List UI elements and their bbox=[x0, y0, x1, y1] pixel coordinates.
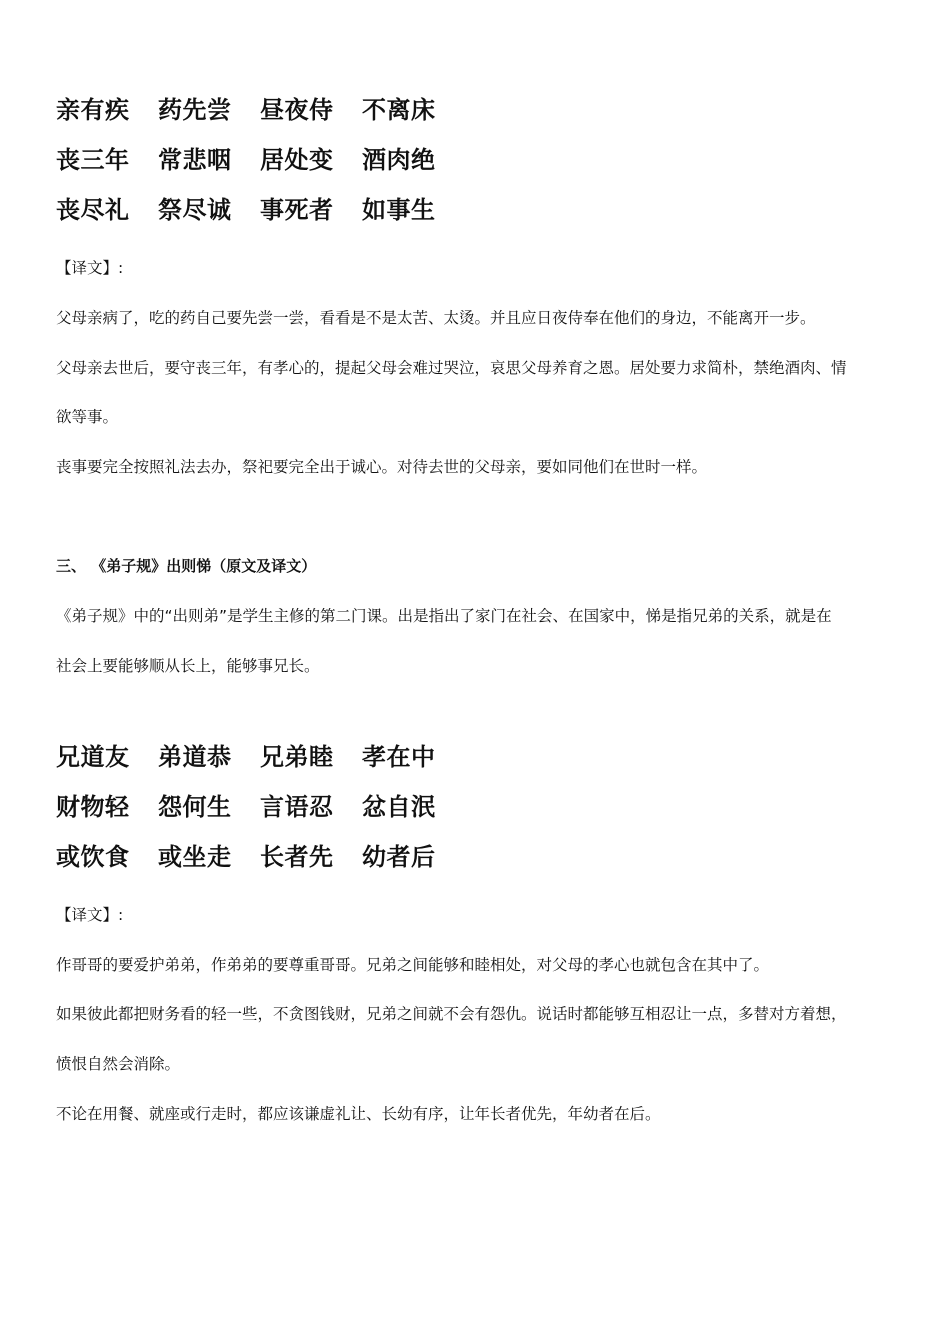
translation-paragraph: 愤恨自然会消除。 bbox=[56, 1055, 181, 1073]
verse-phrase: 不离床 bbox=[362, 96, 436, 124]
translation-paragraph: 丧事要完全按照礼法去办，祭祀要完全出于诚心。对待去世的父母亲，要如同他们在世时一样。 bbox=[56, 458, 708, 476]
translation-paragraph: 父母亲去世后，要守丧三年，有孝心的，提起父母会难过哭泣，哀思父母养育之恩。居处要力求简朴，禁绝酒肉、情 bbox=[56, 359, 847, 377]
verse-phrase: 祭尽诚 bbox=[158, 196, 232, 224]
verse-phrase: 弟道恭 bbox=[158, 743, 232, 771]
verse-phrase: 事死者 bbox=[260, 196, 334, 224]
verse-line bbox=[56, 792, 464, 822]
verse-phrase: 忿自泯 bbox=[362, 793, 436, 821]
intro-paragraph: 社会上要能够顺从长上，能够事兄长。 bbox=[56, 657, 320, 675]
verse-phrase: 兄弟睦 bbox=[260, 743, 334, 771]
translation-paragraph: 不论在用餐、就座或行走时，都应该谦虚礼让、长幼有序，让年长者优先，年幼者在后。 bbox=[56, 1105, 661, 1123]
translation-paragraph: 欲等事。 bbox=[56, 408, 119, 426]
intro-paragraph: 《弟子规》中的“出则弟”是学生主修的第二门课。出是指出了家门在社会、在国家中，悌是指兄弟的关系，就是在 bbox=[56, 607, 832, 625]
verse-line bbox=[56, 145, 464, 175]
verse-line bbox=[56, 742, 464, 772]
verse-phrase: 常悲咽 bbox=[158, 146, 232, 174]
verse-phrase: 丧三年 bbox=[56, 146, 130, 174]
verse-phrase: 或坐走 bbox=[158, 843, 232, 871]
verse-phrase: 幼者后 bbox=[362, 843, 436, 871]
verse-phrase: 药先尝 bbox=[158, 96, 232, 124]
verse-phrase: 如事生 bbox=[362, 196, 436, 224]
verse-phrase: 酒肉绝 bbox=[362, 146, 436, 174]
verse-phrase: 兄道友 bbox=[56, 743, 130, 771]
verse-phrase: 孝在中 bbox=[362, 743, 436, 771]
translation-label: 【译文】: bbox=[56, 906, 124, 924]
translation-label: 【译文】: bbox=[56, 259, 124, 277]
verse-phrase: 言语忍 bbox=[260, 793, 334, 821]
translation-paragraph: 父母亲病了，吃的药自己要先尝一尝，看看是不是太苦、太烫。并且应日夜侍奉在他们的身边，不能离开一步。 bbox=[56, 309, 816, 327]
verse-phrase: 或饮食 bbox=[56, 843, 130, 871]
verse-line bbox=[56, 95, 464, 125]
verse-line bbox=[56, 195, 464, 225]
verse-phrase: 长者先 bbox=[260, 843, 334, 871]
verse-phrase: 居处变 bbox=[260, 146, 334, 174]
section-heading: 三、 《弟子规》出则悌（原文及译文） bbox=[56, 557, 317, 575]
verse-phrase: 昼夜侍 bbox=[260, 96, 334, 124]
verse-phrase: 丧尽礼 bbox=[56, 196, 130, 224]
verse-phrase: 怨何生 bbox=[158, 793, 232, 821]
translation-paragraph: 如果彼此都把财务看的轻一些，不贪图钱财，兄弟之间就不会有怨仇。说话时都能够互相忍让一点，多替对方着想， bbox=[56, 1005, 847, 1023]
translation-paragraph: 作哥哥的要爱护弟弟，作弟弟的要尊重哥哥。兄弟之间能够和睦相处，对父母的孝心也就包含在其中了。 bbox=[56, 956, 770, 974]
verse-phrase: 亲有疾 bbox=[56, 96, 130, 124]
verse-line bbox=[56, 842, 464, 872]
verse-phrase: 财物轻 bbox=[56, 793, 130, 821]
